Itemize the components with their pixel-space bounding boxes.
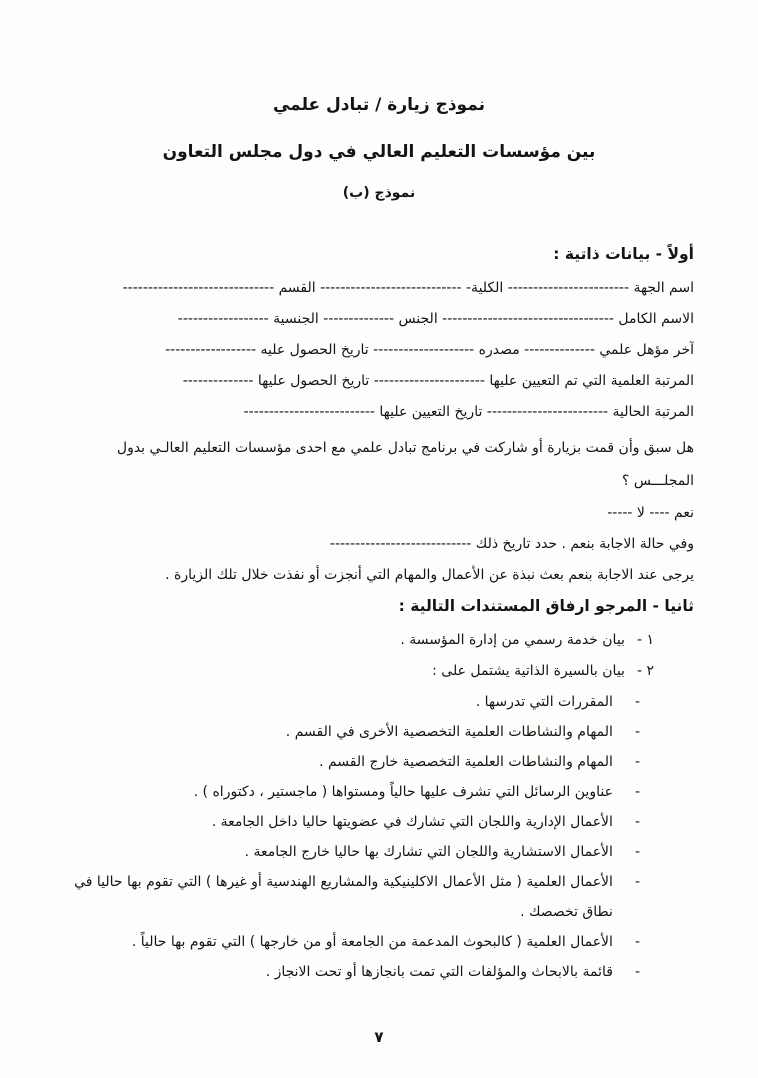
list-item [58, 867, 694, 927]
list-item-text: الأعمال الاستشارية واللجان التي تشارك بها حاليا خارج الجامعة . [244, 844, 613, 860]
dash-bullet: - [634, 964, 640, 980]
yes-no-line: نعم ---- لا ----- [607, 505, 694, 521]
field-line-appointed-rank: المرتبة العلمية التي تم التعيين عليها ---------------------- تاريخ الحصول عليها -------------- [182, 373, 694, 389]
document-title: نموذج زيارة / تبادل علمي [272, 95, 485, 115]
list-item [58, 747, 694, 777]
item-text: بيان بالسيرة الذاتية يشتمل على : [432, 663, 625, 679]
list-item [58, 777, 694, 807]
item-number: ١ - [636, 632, 654, 648]
numbered-item-service-statement [58, 625, 694, 656]
dash-bullet: - [634, 844, 640, 860]
field-line-entity: اسم الجهة ------------------------ الكلية- ---------------------------- القسم ------------------------------ [122, 280, 694, 296]
list-item [58, 687, 694, 717]
item-text: بيان خدمة رسمي من إدارة المؤسسة . [400, 632, 625, 648]
page-number: ٧ [374, 1028, 384, 1046]
list-item [58, 927, 694, 957]
list-item-text: المهام والنشاطات العلمية التخصصية خارج القسم . [319, 754, 613, 770]
dash-bullet: - [634, 724, 640, 740]
list-item-text: عناوين الرسائل التي تشرف عليها حالياً ومستواها ( ماجستير ، دكتوراه ) . [193, 784, 613, 800]
field-line-qualification: آخر مؤهل علمي -------------- مصدره -------------------- تاريخ الحصول عليه ------------------ [165, 342, 694, 358]
list-item-text: الأعمال العلمية ( كالبحوث المدعمة من الجامعة أو من خارجها ) التي تقوم بها حالياً . [131, 934, 613, 950]
dash-bullet: - [634, 784, 640, 800]
document-body [0, 201, 758, 987]
list-item-text: الأعمال الإدارية واللجان التي تشارك في عضويتها حاليا داخل الجامعة . [211, 814, 613, 830]
list-item [58, 807, 694, 837]
dash-bullet: - [634, 814, 640, 830]
field-line-current-rank: المرتبة الحالية ------------------------ تاريخ التعيين عليها -------------------------- [243, 404, 694, 420]
document-subtitle: بين مؤسسات التعليم العالي في دول مجلس التعاون [162, 142, 596, 162]
list-item [58, 957, 694, 987]
list-item-text: قائمة بالابحاث والمؤلفات التي تمت بانجازها أو تحت الانجاز . [265, 964, 613, 980]
document-header [0, 0, 758, 201]
list-item-text: المهام والنشاطات العلمية التخصصية الأخرى في القسم . [285, 724, 613, 740]
section-two-heading: ثانيا - المرجو ارفاق المستندات التالية : [398, 597, 694, 615]
dash-bullet: - [634, 754, 640, 770]
dash-bullet: - [634, 874, 640, 890]
section-one-heading: أولاً - بيانات ذاتية : [553, 245, 694, 263]
exchange-question: هل سبق وأن قمت بزيارة أو شاركت في برنامج تبادل علمي مع احدى مؤسسات التعليم العالـي بدول المجلـــس ؟ [116, 440, 694, 489]
answer-note: يرجى عند الاجابة بنعم بعث نبذة عن الأعمال والمهام التي أنجزت أو نفذت خلال تلك الزيارة . [165, 567, 694, 583]
list-item [58, 717, 694, 747]
list-item-text: الأعمال العلمية ( مثل الأعمال الاكلينيكية والمشاريع الهندسية أو غيرها ) التي تقوم بها حاليا في نطاق تخصصك . [74, 874, 613, 920]
item-number: ٢ - [636, 663, 654, 679]
dash-bullet: - [634, 934, 640, 950]
if-yes-date-line: وفي حالة الاجابة بنعم . حدد تاريخ ذلك ---------------------------- [329, 536, 694, 552]
list-item [58, 837, 694, 867]
dash-bullet: - [634, 694, 640, 710]
list-item-text: المقررات التي تدرسها . [475, 694, 613, 710]
numbered-item-cv-statement [58, 656, 694, 687]
field-line-fullname: الاسم الكامل ---------------------------------- الجنس -------------- الجنسية ------------------ [177, 311, 694, 327]
form-type-label: نموذج (ب) [342, 185, 416, 201]
